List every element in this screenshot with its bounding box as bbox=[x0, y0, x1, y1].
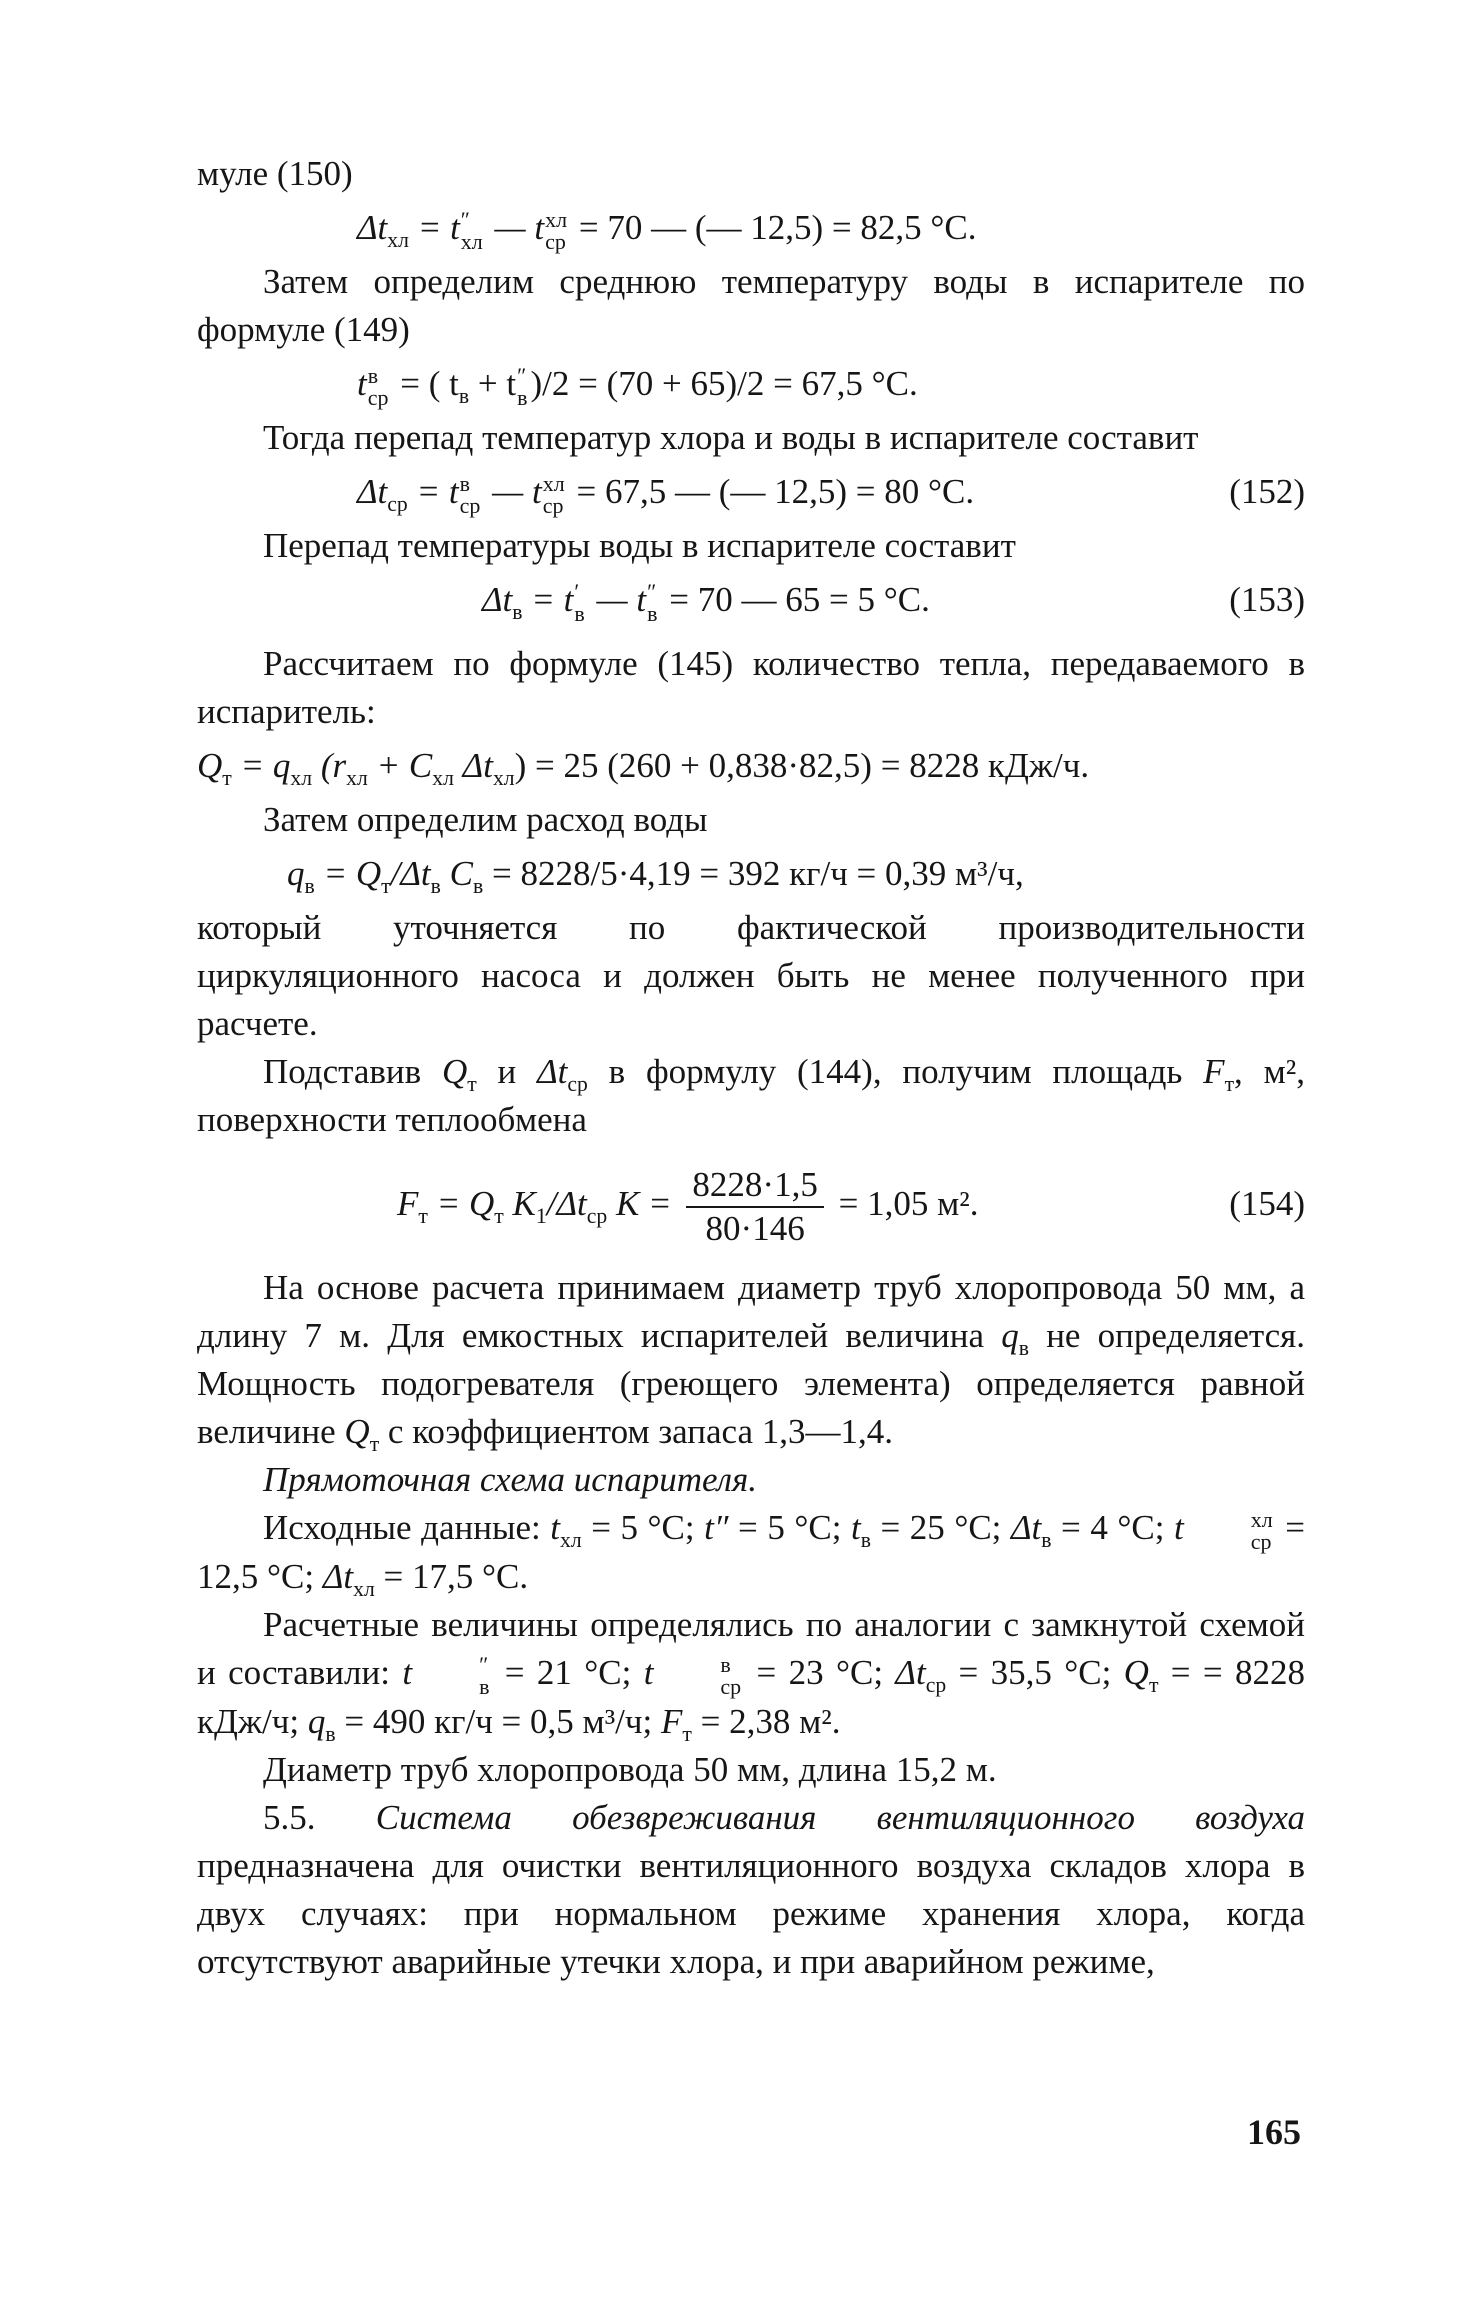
paragraph-10: Прямоточная схема испарителя. bbox=[263, 1460, 757, 1499]
paragraph-8: Подставив $Q_т$ и $\Delta t_{ср}$ в формулу (144), получим площадь $F_т$, м², поверхности теплообмена bbox=[197, 1052, 1305, 1139]
equation-number-153: (153) bbox=[1229, 580, 1305, 619]
paragraph-13: Диаметр труб хлоропровода 50 мм, длина 15,2 м. bbox=[263, 1749, 997, 1789]
paragraph-6: Затем определим расход воды bbox=[263, 800, 708, 839]
paragraph-12: Расчетные величины определялись по аналогии с замкнутой схемой и составили: t ″ в = 21 °C; t в ср = 23 °C; $\Delta t_{ср} = 35,5$ °C; $Q_т$ = = 8228 кДж/ч; $q_в = 490$ кг/ч = 0,5 м³/ч; $F_т = 2,38$ м². bbox=[197, 1604, 1305, 1746]
paragraph-5: Рассчитаем по формуле (145) количество тепла, передаваемого в испаритель: bbox=[197, 644, 1305, 731]
formula-heat: $Q_т = q_{хл}$ ($r_{хл} + C_{хл}$ $\Delta t_{хл}) = 25$ (260 + 0,838·82,5) = 8228 кДж/ч. bbox=[197, 746, 1090, 790]
formula-water-flow: $q_в = Q_т/\Delta t_в$ $C_в = 8228/5\cdot 4,19 = 392$ кг/ч = 0,39 м³/ч, bbox=[287, 854, 1024, 898]
paragraph-4: Перепад температуры воды в испарителе составит bbox=[263, 526, 1016, 565]
fraction: $\frac{8228\cdot 1,5}{80\cdot 146}$ bbox=[686, 1164, 823, 1250]
formula-149: t в ср = ( $t_в + t$ ″ в )/2 = (70 + 65)/2 = 67,5 °C. bbox=[357, 362, 918, 410]
paragraph-7: который уточняется по фактической производительности циркуляционного насоса и должен быть не менее полученного при расчете. bbox=[197, 908, 1305, 1043]
equation-number-154: (154) bbox=[1229, 1184, 1305, 1223]
paragraph-1: муле (150) bbox=[197, 154, 353, 193]
formula-152: $\Delta t_{ср} = t$ в ср — t хл ср = 67,5 — (— 12,5) = 80 °C. (152) bbox=[197, 462, 1305, 522]
paragraph-11: Исходные данные: $t_{хл} = 5$ °C; t″ = 5 °C; $t_в = 25$ °C; $\Delta t_в = 4$ °C; t хл ср = 12,5 °C; $\Delta t_{хл} = 17,5$ °C. bbox=[197, 1506, 1306, 1601]
paragraph-3: Тогда перепад температур хлора и воды в испарителе составит bbox=[263, 418, 1199, 457]
paragraph-9: На основе расчета принимаем диаметр труб хлоропровода 50 мм, а длину 7 м. Для емкостных испарителей величина $q_в$ не определяется. Мощность подогревателя (греющего элемента) определяется равной величине $Q_т$ с коэффициентом запаса 1,3—1,4. bbox=[197, 1268, 1305, 1456]
formula-150: $\Delta t_{хл} = t$ ″ хл — t хл ср = 70 — (— 12,5) = 82,5 °C. bbox=[357, 206, 977, 254]
formula-153: $\Delta t_в = t$ ′ в — t ″ в = 70 — 65 = 5 °C. (153) bbox=[197, 570, 1305, 630]
page-number: 165 bbox=[1247, 2112, 1301, 2152]
paragraph-14: 5.5. Система обезвреживания вентиляционного воздуха предназначена для очистки вентиляционного воздуха складов хлора в двух случаях: при нормальном режиме хранения хлора, когда отсутствуют аварийные утечки хлора, и при аварийном режиме, bbox=[197, 1797, 1306, 1981]
equation-number-152: (152) bbox=[1229, 472, 1305, 511]
formula-154: $F_т = Q_т$ $K_1/\Delta t_{ср}$ K = $\frac{8228\cdot 1,5}{80\cdot 146}$ = 1,05 м². (154) bbox=[197, 1144, 1305, 1264]
paragraph-2: Затем определим среднюю температуру воды в испарителе по формуле (149) bbox=[197, 262, 1305, 349]
